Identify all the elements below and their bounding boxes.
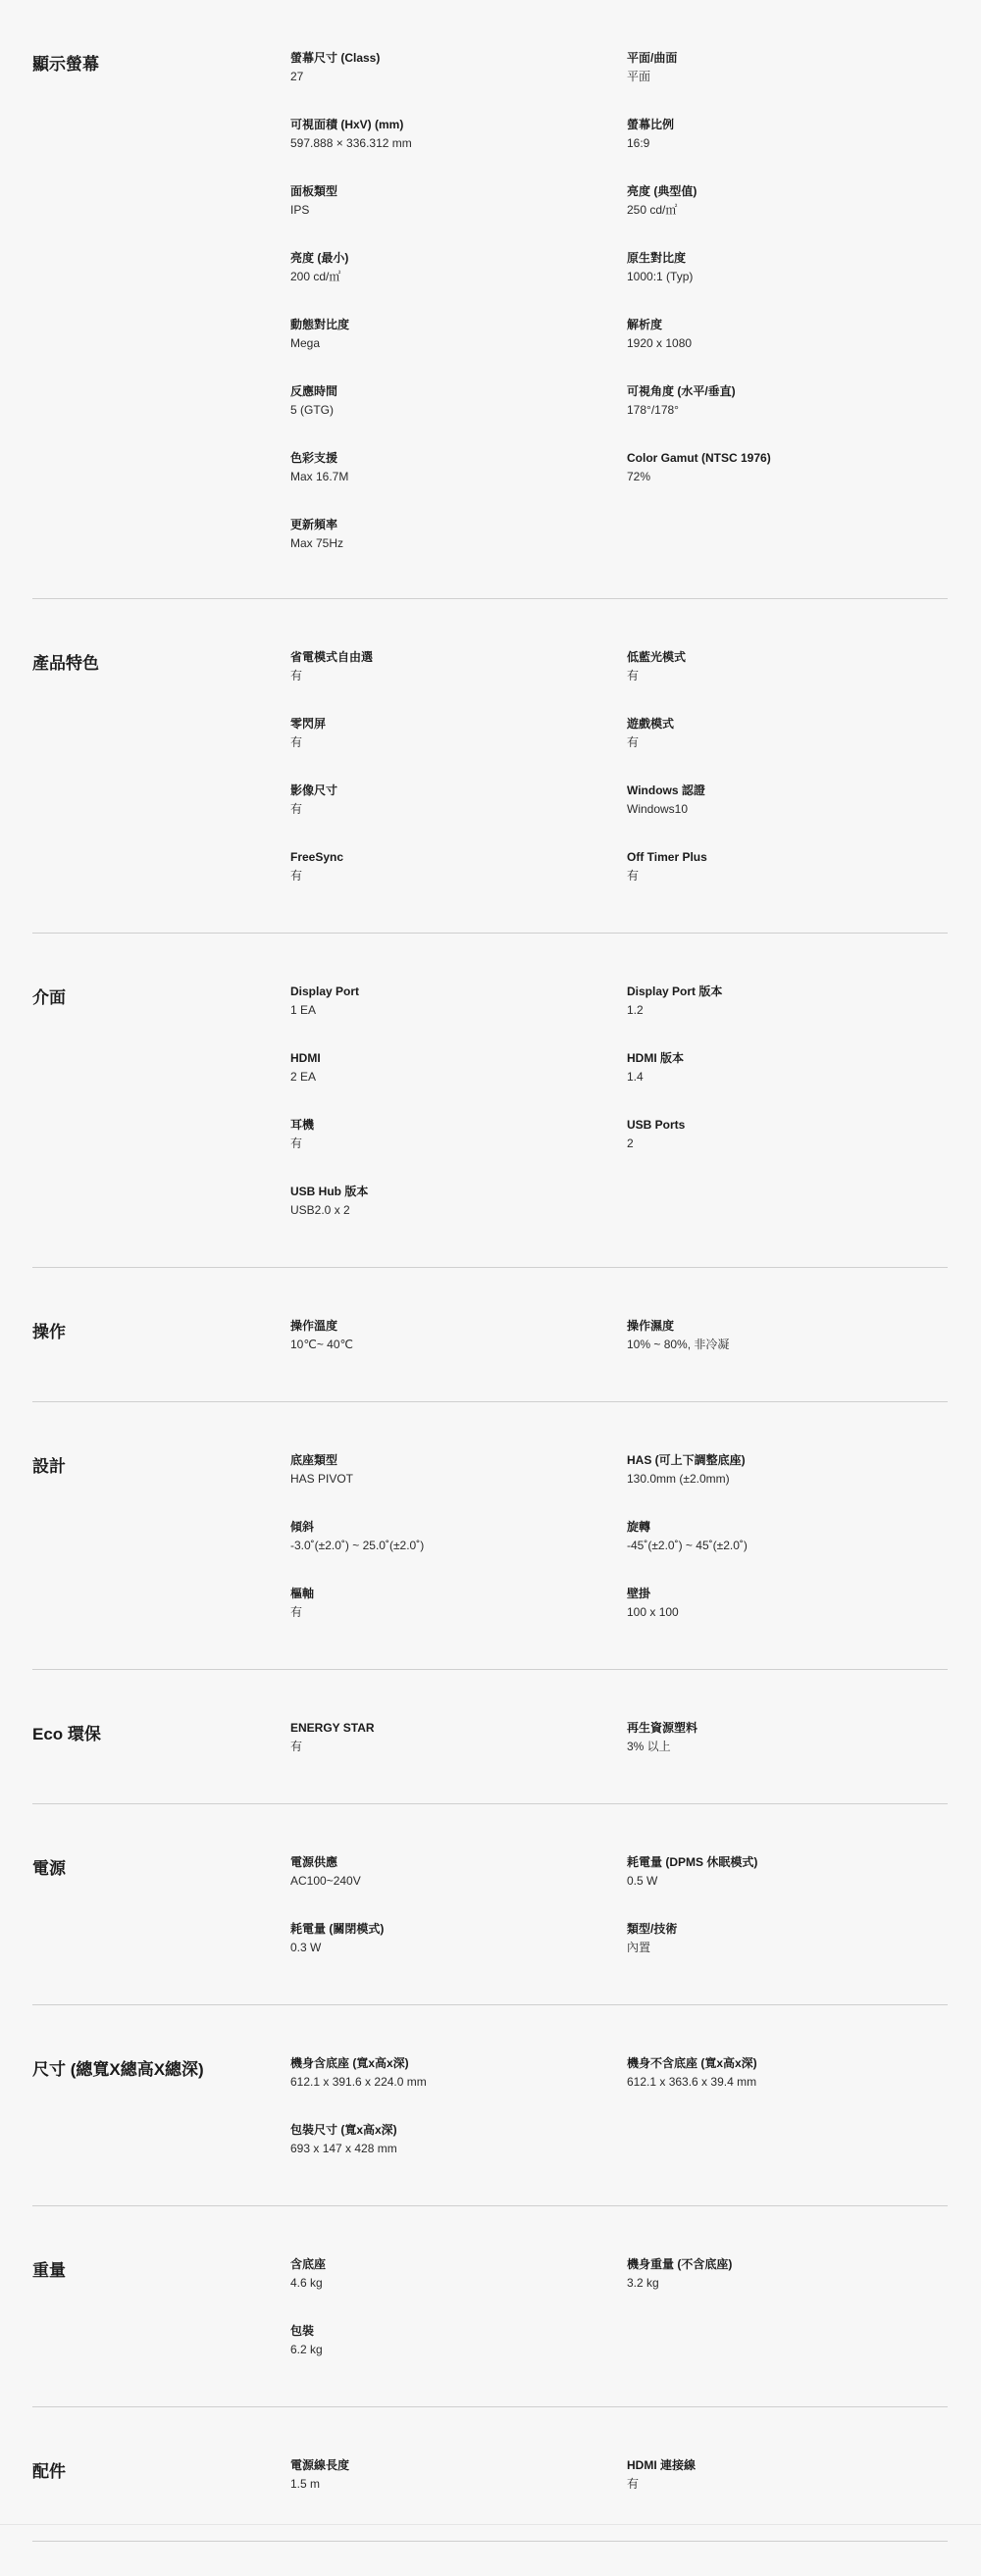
- spec-label: 原生對比度: [627, 251, 687, 265]
- spec-value: Mega: [290, 336, 321, 350]
- spec-item: [290, 450, 627, 517]
- spec-section-eco: [32, 1670, 948, 1804]
- spec-label: 螢幕尺寸 (Class): [290, 51, 381, 65]
- spec-item: [290, 1854, 627, 1921]
- spec-label: 電源供應: [290, 1855, 338, 1869]
- spec-label: 樞軸: [290, 1587, 315, 1600]
- spec-section-operation: [32, 1268, 948, 1402]
- spec-item: [627, 117, 948, 183]
- spec-label: 影像尺寸: [290, 783, 338, 797]
- spec-item: [290, 716, 627, 783]
- spec-label: 包裝: [290, 2324, 315, 2338]
- spec-label: HDMI 版本: [627, 1051, 684, 1065]
- spec-value: 72%: [627, 470, 651, 483]
- spec-value: 有: [627, 669, 640, 682]
- spec-item: [627, 2055, 948, 2122]
- spec-label: Display Port: [290, 985, 360, 998]
- spec-label: Windows 認證: [627, 783, 705, 797]
- spec-value: Windows10: [627, 802, 689, 816]
- spec-label: 操作濕度: [627, 1319, 675, 1333]
- spec-label: 包裝尺寸 (寬x高x深): [290, 2123, 397, 2137]
- spec-item: [290, 984, 627, 1050]
- spec-label: 低藍光模式: [627, 650, 687, 664]
- spec-item: [627, 1452, 948, 1519]
- spec-item: [290, 383, 627, 450]
- spec-label: ENERGY STAR: [290, 1721, 375, 1735]
- spec-value: 1.2: [627, 1003, 644, 1017]
- spec-item: [290, 250, 627, 317]
- spec-grid: [290, 1402, 948, 1652]
- spec-value: 有: [290, 1740, 303, 1753]
- spec-value: 有: [290, 669, 303, 682]
- spec-item: [290, 117, 627, 183]
- spec-item: [290, 50, 627, 117]
- spec-label: 零閃屏: [290, 717, 327, 731]
- spec-label: 傾斜: [290, 1520, 315, 1534]
- spec-item: [627, 1586, 948, 1652]
- spec-label: 面板類型: [290, 184, 338, 198]
- spec-section-features: [32, 599, 948, 934]
- spec-value: -45˚(±2.0˚) ~ 45˚(±2.0˚): [627, 1539, 748, 1552]
- spec-label: 耳機: [290, 1118, 315, 1132]
- spec-label: 螢幕比例: [627, 118, 675, 131]
- spec-value: IPS: [290, 203, 310, 217]
- spec-label: 色彩支援: [290, 451, 338, 465]
- spec-value: 250 cd/㎡: [627, 203, 678, 217]
- spec-item: [290, 1050, 627, 1117]
- spec-value: 1.4: [627, 1070, 644, 1084]
- spec-item: [627, 783, 948, 849]
- spec-item: [627, 1921, 948, 1988]
- spec-value: 6.2 kg: [290, 2343, 323, 2356]
- spec-label: 旋轉: [627, 1520, 651, 1534]
- spec-label: HDMI: [290, 1051, 321, 1065]
- spec-value: 有: [290, 1605, 303, 1619]
- spec-value: Max 16.7M: [290, 470, 349, 483]
- spec-label: Off Timer Plus: [627, 850, 707, 864]
- spec-item: [290, 1117, 627, 1184]
- spec-item: [627, 183, 948, 250]
- spec-label: 再生資源塑料: [627, 1721, 698, 1735]
- spec-label: 可視面積 (HxV) (mm): [290, 118, 404, 131]
- spec-item: [627, 649, 948, 716]
- spec-item: [627, 1318, 948, 1385]
- section-title: 設計: [32, 1457, 66, 1476]
- spec-item: [290, 1452, 627, 1519]
- spec-value: 3.2 kg: [627, 2276, 659, 2290]
- spec-item: [290, 1921, 627, 1988]
- spec-value: 5 (GTG): [290, 403, 334, 417]
- section-title: 配件: [32, 2462, 66, 2481]
- section-title: 電源: [32, 1859, 66, 1878]
- section-title: 操作: [32, 1323, 66, 1341]
- spec-item: [627, 383, 948, 450]
- spec-label: 機身重量 (不含底座): [627, 2257, 733, 2271]
- spec-value: 0.5 W: [627, 1874, 658, 1888]
- spec-label: HAS (可上下調整底座): [627, 1453, 746, 1467]
- spec-value: 有: [290, 735, 303, 749]
- spec-label: 更新頻率: [290, 518, 338, 531]
- spec-value: 2 EA: [290, 1070, 317, 1084]
- footer-divider: [0, 2524, 981, 2525]
- spec-item: [627, 716, 948, 783]
- spec-grid: [290, 2407, 948, 2524]
- spec-label: Color Gamut (NTSC 1976): [627, 451, 771, 465]
- spec-label: Display Port 版本: [627, 985, 723, 998]
- spec-item: [290, 317, 627, 383]
- spec-section-weight: [32, 2206, 948, 2407]
- spec-item: [627, 1050, 948, 1117]
- spec-value: 693 x 147 x 428 mm: [290, 2142, 397, 2155]
- spec-item: [627, 2457, 948, 2524]
- spec-value: 10% ~ 80%, 非冷凝: [627, 1338, 730, 1351]
- spec-value: 178°/178°: [627, 403, 679, 417]
- spec-item: [290, 1720, 627, 1787]
- spec-value: 4.6 kg: [290, 2276, 323, 2290]
- spec-value: 130.0mm (±2.0mm): [627, 1472, 730, 1486]
- spec-label: FreeSync: [290, 850, 344, 864]
- spec-value: 100 x 100: [627, 1605, 679, 1619]
- spec-label: 解析度: [627, 318, 663, 331]
- spec-value: AC100~240V: [290, 1874, 361, 1888]
- spec-grid: [290, 599, 948, 916]
- spec-section-interface: [32, 934, 948, 1268]
- spec-grid: [290, 1670, 948, 1787]
- spec-grid: [290, 2005, 948, 2189]
- spec-item: [290, 2055, 627, 2122]
- spec-item: [290, 183, 627, 250]
- spec-value: Max 75Hz: [290, 536, 344, 550]
- spec-label: USB Hub 版本: [290, 1185, 369, 1198]
- spec-value: 2: [627, 1136, 634, 1150]
- spec-value: USB2.0 x 2: [290, 1203, 350, 1217]
- spec-item: [290, 2457, 627, 2524]
- spec-value: HAS PIVOT: [290, 1472, 354, 1486]
- spec-value: 597.888 × 336.312 mm: [290, 136, 412, 150]
- spec-label: 含底座: [290, 2257, 327, 2271]
- spec-value: 有: [627, 2477, 640, 2491]
- spec-label: 底座類型: [290, 1453, 338, 1467]
- spec-item: [627, 50, 948, 117]
- section-title: 介面: [32, 988, 66, 1007]
- spec-item: [290, 649, 627, 716]
- section-title: 產品特色: [32, 654, 99, 673]
- spec-value: 10℃~ 40℃: [290, 1338, 353, 1351]
- spec-item: [290, 2256, 627, 2323]
- spec-value: 16:9: [627, 136, 650, 150]
- spec-label: 機身不含底座 (寬x高x深): [627, 2056, 757, 2070]
- spec-label: 壁掛: [627, 1587, 651, 1600]
- spec-value: 有: [627, 735, 640, 749]
- spec-label: 類型/技術: [627, 1922, 678, 1936]
- spec-item: [627, 1117, 948, 1184]
- spec-label: 反應時間: [290, 384, 338, 398]
- spec-section-design: [32, 1402, 948, 1670]
- spec-item: [290, 1318, 627, 1385]
- spec-value: 27: [290, 70, 304, 83]
- spec-section-dimensions: [32, 2005, 948, 2206]
- spec-label: 耗電量 (DPMS 休眠模式): [627, 1855, 758, 1869]
- spec-value: 內置: [627, 1941, 651, 1954]
- spec-grid: [290, 2206, 948, 2390]
- spec-value: 612.1 x 363.6 x 39.4 mm: [627, 2075, 757, 2089]
- spec-grid: [290, 934, 948, 1250]
- spec-value: 有: [627, 869, 640, 883]
- section-title: 顯示螢幕: [32, 55, 99, 74]
- spec-label: 動態對比度: [290, 318, 350, 331]
- spec-section-display: [32, 0, 948, 599]
- spec-item: [290, 1184, 627, 1250]
- spec-item: [627, 1854, 948, 1921]
- spec-grid: [290, 0, 948, 583]
- spec-label: 平面/曲面: [627, 51, 678, 65]
- spec-item: [290, 517, 627, 583]
- spec-value: 3% 以上: [627, 1740, 671, 1753]
- spec-label: 耗電量 (關閉模式): [290, 1922, 385, 1936]
- spec-item: [290, 2323, 627, 2390]
- spec-label: 亮度 (最小): [290, 251, 349, 265]
- spec-item: [290, 849, 627, 916]
- spec-item: [290, 1586, 627, 1652]
- spec-value: 1000:1 (Typ): [627, 270, 694, 283]
- spec-item: [627, 849, 948, 916]
- section-title: Eco 環保: [32, 1725, 101, 1743]
- spec-value: 1 EA: [290, 1003, 317, 1017]
- spec-value: 612.1 x 391.6 x 224.0 mm: [290, 2075, 427, 2089]
- section-title: 尺寸 (總寬X總高X總深): [32, 2060, 204, 2079]
- spec-grid: [290, 1804, 948, 1988]
- spec-item: [627, 317, 948, 383]
- spec-item: [627, 250, 948, 317]
- spec-label: 操作溫度: [290, 1319, 338, 1333]
- spec-section-power: [32, 1804, 948, 2005]
- section-title: 重量: [32, 2261, 66, 2280]
- spec-label: USB Ports: [627, 1118, 686, 1132]
- spec-grid: [290, 1268, 948, 1385]
- spec-label: 省電模式自由選: [290, 650, 374, 664]
- spec-value: -3.0˚(±2.0˚) ~ 25.0˚(±2.0˚): [290, 1539, 425, 1552]
- spec-item: [627, 450, 948, 517]
- spec-item: [290, 2122, 627, 2189]
- spec-value: 有: [290, 802, 303, 816]
- spec-value: 0.3 W: [290, 1941, 322, 1954]
- spec-item: [627, 1720, 948, 1787]
- spec-label: 可視角度 (水平/垂直): [627, 384, 736, 398]
- spec-item: [627, 2256, 948, 2323]
- spec-item: [627, 984, 948, 1050]
- spec-label: 電源線長度: [290, 2458, 350, 2472]
- spec-item: [290, 1519, 627, 1586]
- spec-label: 亮度 (典型值): [627, 184, 697, 198]
- spec-value: 平面: [627, 70, 651, 83]
- spec-value: 1.5 m: [290, 2477, 321, 2491]
- spec-value: 有: [290, 1136, 303, 1150]
- spec-label: 遊戲模式: [627, 717, 675, 731]
- spec-value: 有: [290, 869, 303, 883]
- spec-section-accessories: [32, 2407, 948, 2542]
- spec-item: [290, 783, 627, 849]
- spec-value: 200 cd/㎡: [290, 270, 341, 283]
- spec-value: 1920 x 1080: [627, 336, 693, 350]
- spec-label: 機身含底座 (寬x高x深): [290, 2056, 409, 2070]
- spec-label: HDMI 連接線: [627, 2458, 696, 2472]
- spec-item: [627, 1519, 948, 1586]
